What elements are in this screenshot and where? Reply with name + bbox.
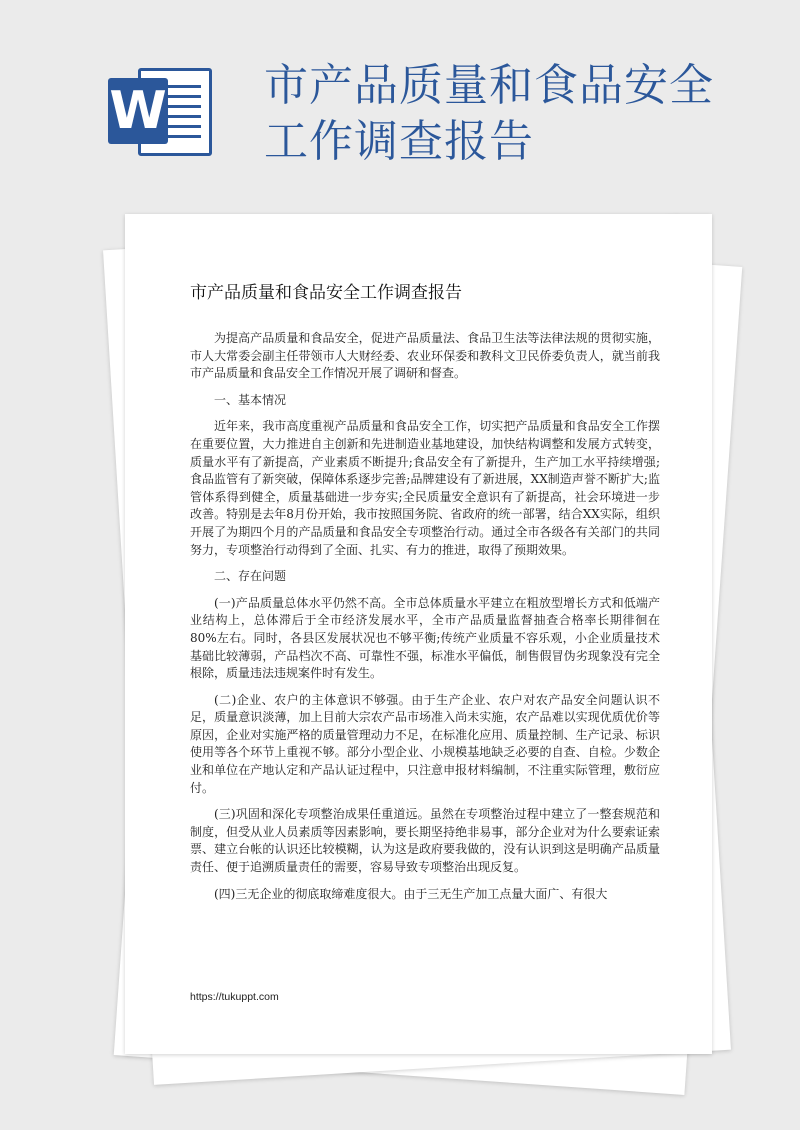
- document-body: [190, 280, 660, 912]
- problem-paragraph-1: (一)产品质量总体水平仍然不高。全市总体质量水平建立在粗放型增长方式和低端产业结构上，总体滞后于全市经济发展水平，全市产品质量监督抽查合格率长期徘徊在80%左右。同时，各县区发展状况也不够平衡;传统产业质量不容乐观，小企业质量技术基础比较薄弱，产品档次不高、可靠性不强，标准水平偏低，制售假冒伪劣现象没有完全根除，质量违法违规案件时有发生。: [190, 595, 660, 681]
- intro-paragraph: 为提高产品质量和食品安全，促进产品质量法、食品卫生法等法律法规的贯彻实施，市人大常委会副主任带领市人大财经委、农业环保委和教科文卫民侨委负责人，就当前我市产品质量和食品安全工作情况开展了调研和督查。: [190, 331, 660, 381]
- section-heading-basic: 一、基本情况: [214, 392, 287, 407]
- basic-situation-paragraph: 近年来，我市高度重视产品质量和食品安全工作，切实把产品质量和食品安全工作摆在重要位置，大力推进自主创新和先进制造业基地建设，加快结构调整和发展方式转变，质量水平有了新提高，产业素质不断提升;食品安全有了新提升，生产加工水平持续增强;食品监管有了新突破，保障体系逐步完善;品牌建设有了新进展，XX制造声誉不断扩大;监管体系得到健全，质量基础进一步夯实;全民质量安全意识有了新提高，社会环境进一步改善。特别是去年8月份开始，我市按照国务院、省政府的统一部署，结合XX实际，组织开展了为期四个月的产品质量和食品安全专项整治行动。通过全市各级各有关部门的共同努力，专项整治行动得到了全面、扎实、有力的推进，取得了预期效果。: [190, 419, 660, 557]
- problem-paragraph-4: (四)三无企业的彻底取缔难度很大。由于三无生产加工点量大面广、有很大: [214, 886, 608, 901]
- section-heading-problems: 二、存在问题: [214, 569, 287, 584]
- document-title: 市产品质量和食品安全工作调查报告: [190, 283, 462, 303]
- banner-title: 市产品质量和食品安全工作调查报告: [264, 60, 714, 167]
- footer-url[interactable]: https://tukuppt.com: [190, 991, 279, 1003]
- problem-paragraph-3: (三)巩固和深化专项整治成果任重道远。虽然在专项整治过程中建立了一整套规范和制度，但受从业人员素质等因素影响，要长期坚持绝非易事，部分企业对为什么要索证索票、建立台帐的认识还比较模糊，认为这是政府要我做的，没有认识到这是明确产品质量责任、便于追溯质量责任的需要，容易导致专项整治出现反复。: [190, 807, 660, 875]
- problem-paragraph-2: (二)企业、农户的主体意识不够强。由于生产企业、农户对农产品安全问题认识不足，质量意识淡薄，加上目前大宗农产品市场准入尚未实施，农产品难以实现优质优价等原因，企业对实施严格的质量管理动力不足，在标准化应用、质量控制、生产记录、标识使用等各个环节上重视不够。部分小型企业、小规模基地缺乏必要的自查、自检。少数企业和单位在产地认定和产品认证过程中，只注意申报材料编制，不注重实际管理，敷衍应付。: [190, 692, 660, 795]
- word-icon: [108, 64, 218, 160]
- word-letter-badge: W: [108, 78, 168, 144]
